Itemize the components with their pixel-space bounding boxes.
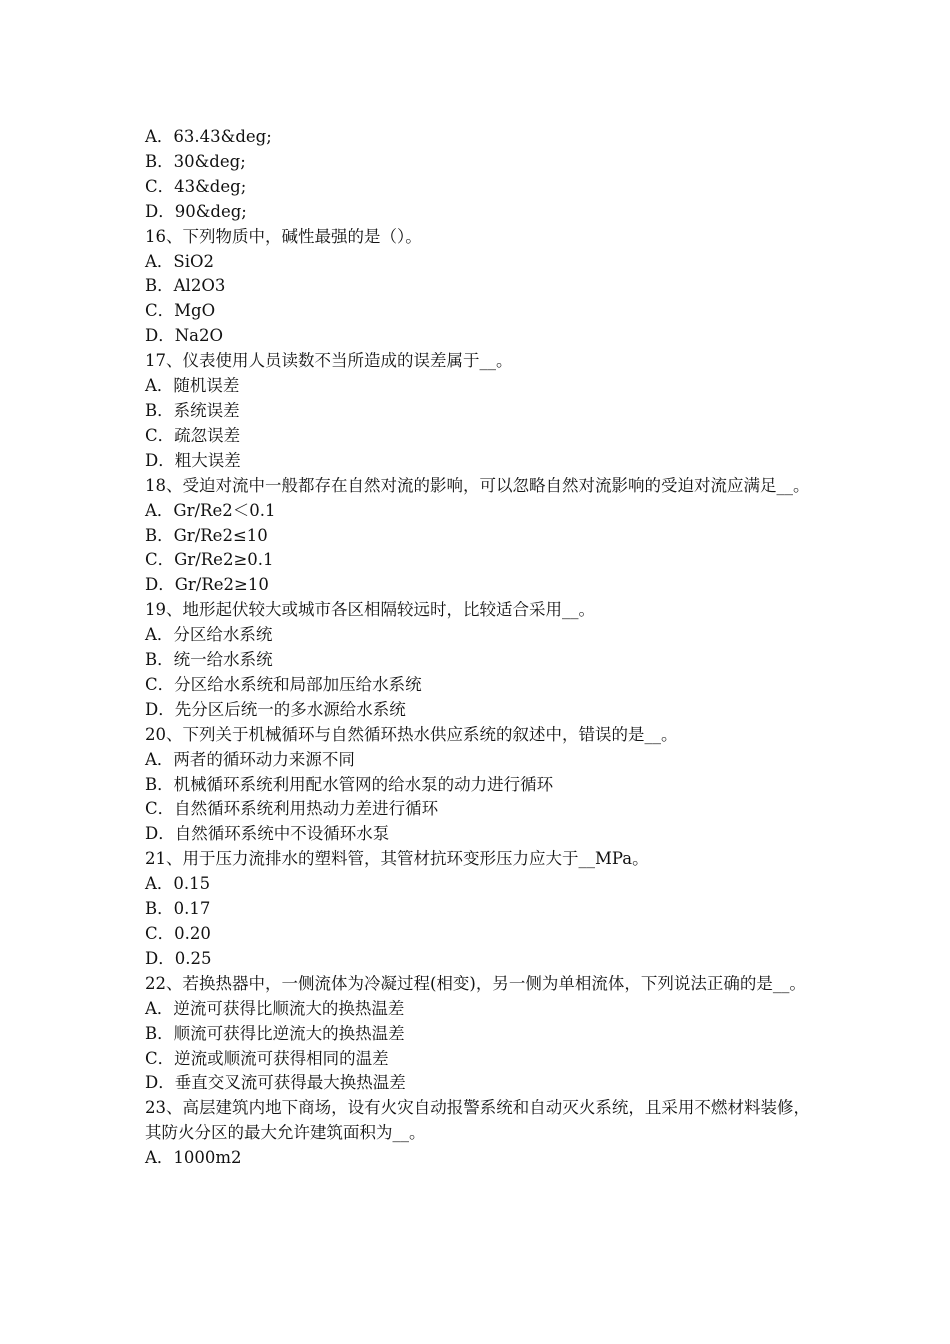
option-b: B．Al2O3 (145, 276, 226, 296)
option-d: D．Na2O (145, 326, 224, 346)
option-c: C．43&deg; (145, 176, 247, 196)
question-19: 19、地形起伏较大或城市各区相隔较远时，比较适合采用__。 (145, 600, 595, 620)
option-c: C．Gr/Re2≥0.1 (145, 550, 274, 570)
option-b: B．机械循环系统利用配水管网的给水泵的动力进行循环 (145, 774, 554, 794)
option-b: B．顺流可获得比逆流大的换热温差 (145, 1023, 405, 1043)
option-d: D．垂直交叉流可获得最大换热温差 (145, 1073, 406, 1093)
option-d: D．自然循环系统中不设循环水泵 (145, 824, 390, 844)
option-c: C．MgO (145, 301, 216, 321)
option-c: C．自然循环系统利用热动力差进行循环 (145, 799, 439, 819)
option-d: D．先分区后统一的多水源给水系统 (145, 699, 406, 719)
question-21: 21、用于压力流排水的塑料管，其管材抗环变形压力应大于__MPa。 (145, 849, 649, 869)
option-b: B．Gr/Re2≤10 (145, 525, 268, 545)
question-16: 16、下列物质中，碱性最强的是（）。 (145, 226, 422, 246)
option-b: B．0.17 (145, 899, 211, 919)
option-a: A．0.15 (145, 874, 211, 894)
option-a: A．1000m2 (145, 1148, 242, 1168)
option-d: D．Gr/Re2≥10 (145, 575, 269, 595)
option-d: D．粗大误差 (145, 450, 241, 470)
option-a: A．逆流可获得比顺流大的换热温差 (145, 998, 405, 1018)
question-22: 22、若换热器中，一侧流体为冷凝过程(相变)，另一侧为单相流体，下列说法正确的是__。 (145, 973, 806, 993)
option-d: D．90&deg; (145, 201, 247, 221)
option-a: A．Gr/Re2＜0.1 (145, 500, 276, 520)
question-23: 23、高层建筑内地下商场，设有火灾自动报警系统和自动灭火系统，且采用不燃材料装修，其防火分区的最大允许建筑面积为__。 (145, 1098, 810, 1143)
option-a: A．随机误差 (145, 376, 240, 396)
option-c: C．疏忽误差 (145, 425, 241, 445)
option-c: C．逆流或顺流可获得相同的温差 (145, 1048, 389, 1068)
option-b: B．系统误差 (145, 400, 240, 420)
option-a: A．63.43&deg; (145, 127, 272, 146)
option-b: B．30&deg; (145, 151, 246, 171)
document-page (145, 125, 810, 1171)
question-18: 18、受迫对流中一般都存在自然对流的影响，可以忽略自然对流影响的受迫对流应满足__。 (145, 475, 810, 495)
option-c: C．分区给水系统和局部加压给水系统 (145, 674, 422, 694)
option-a: A．分区给水系统 (145, 625, 273, 645)
option-a: A．两者的循环动力来源不同 (145, 749, 355, 769)
question-17: 17、仪表使用人员读数不当所造成的误差属于__。 (145, 351, 513, 371)
question-20: 20、下列关于机械循环与自然循环热水供应系统的叙述中，错误的是__。 (145, 724, 678, 744)
option-b: B．统一给水系统 (145, 650, 273, 670)
option-a: A．SiO2 (145, 251, 215, 271)
option-c: C．0.20 (145, 924, 211, 943)
option-d: D．0.25 (145, 948, 212, 968)
